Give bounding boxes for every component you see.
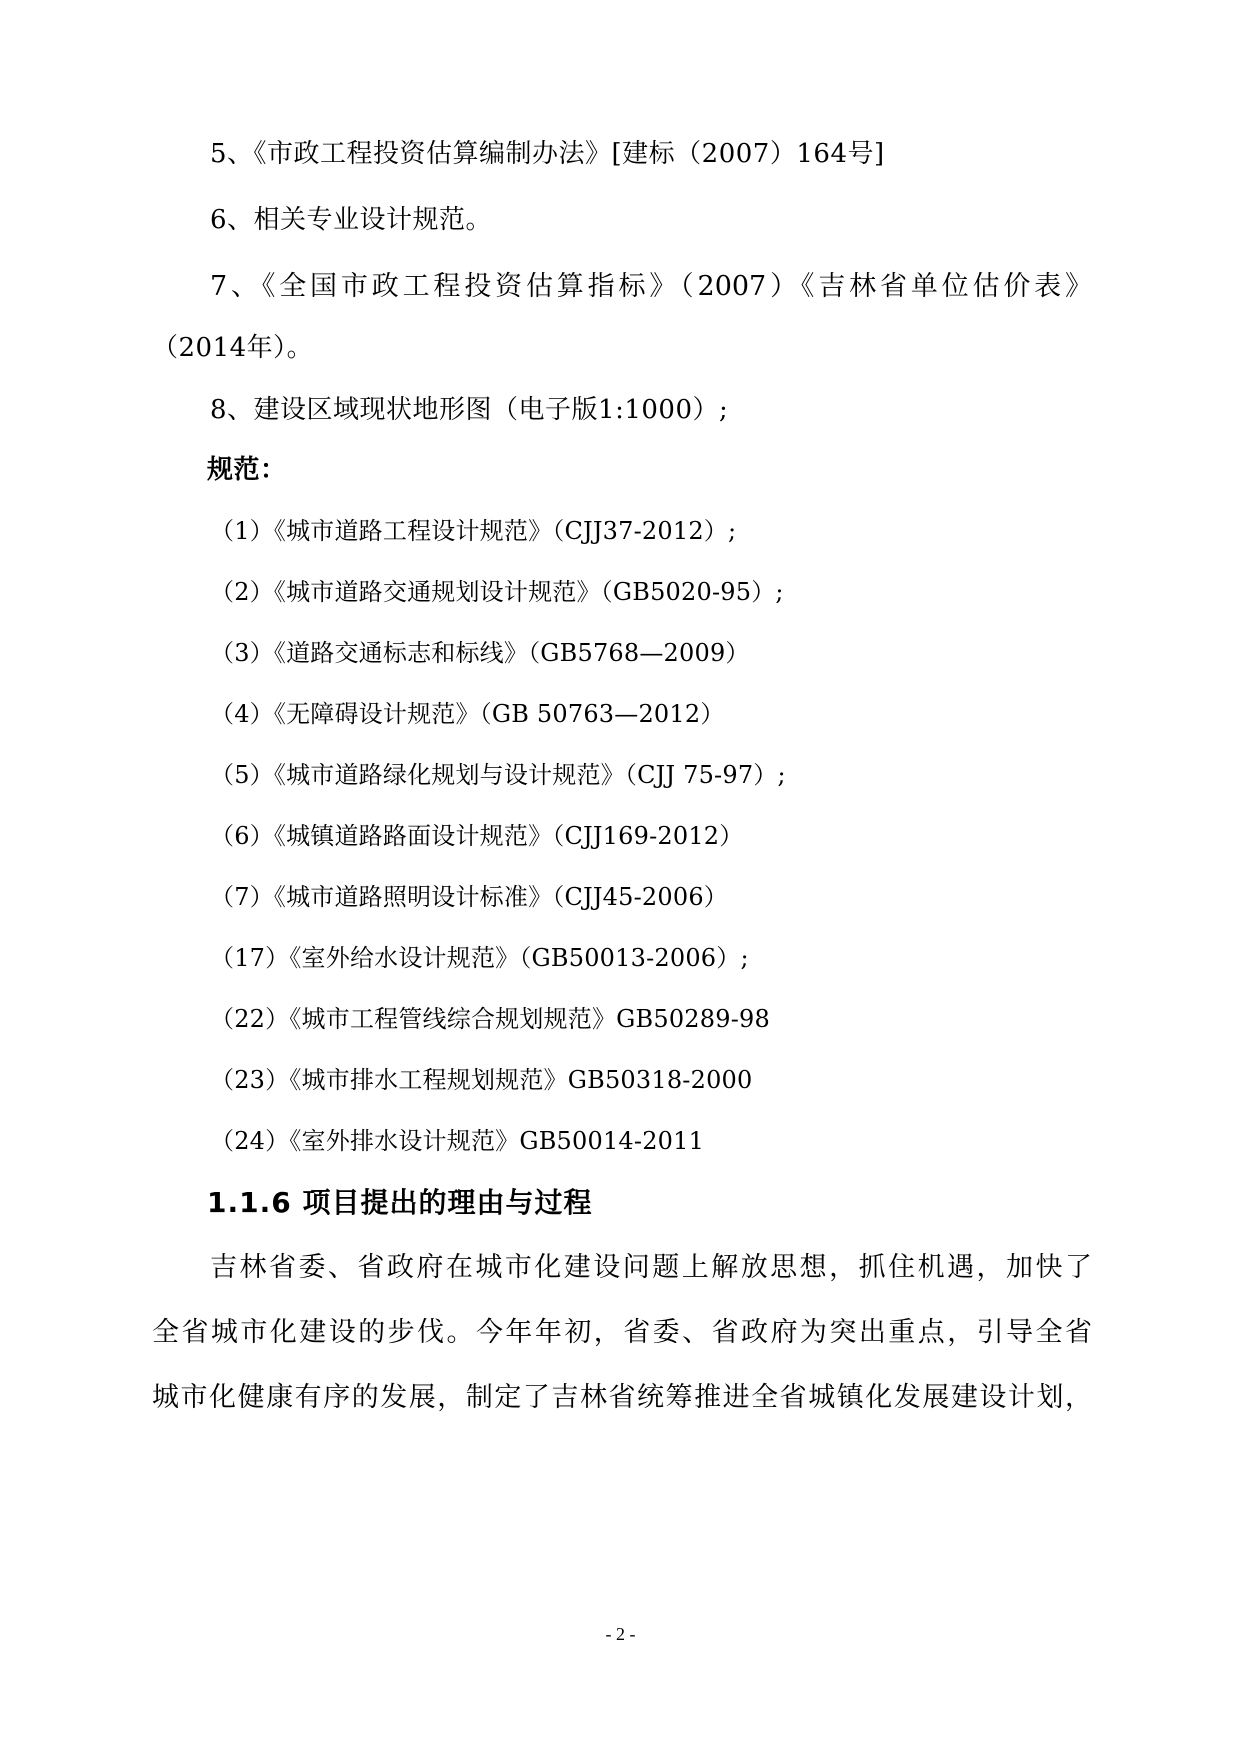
standard-item: （7）《城市道路照明设计标准》（CJJ45-2006） xyxy=(210,883,729,911)
standard-item: （23）《城市排水工程规划规范》GB50318-2000 xyxy=(210,1066,753,1094)
page-number: - 2 - xyxy=(605,1624,636,1644)
body-paragraph-line: 吉林省委、省政府在城市化建设问题上解放思想，抓住机遇，加快了 xyxy=(210,1252,1092,1283)
basis-item-8: 8、建设区域现状地形图（电子版1:1000）; xyxy=(210,395,729,425)
basis-item-7: 7、《全国市政工程投资估算指标》（2007）《吉林省单位估价表》 xyxy=(210,271,1092,302)
basis-item-6: 6、相关专业设计规范。 xyxy=(210,205,493,235)
standard-item: （1）《城市道路工程设计规范》（CJJ37-2012）; xyxy=(210,517,737,545)
body-paragraph-line: 城市化健康有序的发展，制定了吉林省统筹推进全省城镇化发展建设计划， xyxy=(152,1382,1092,1413)
basis-item-5: 5、《市政工程投资估算编制办法》[建标（2007）164号] xyxy=(210,139,885,169)
standard-item: （6）《城镇道路路面设计规范》（CJJ169-2012） xyxy=(210,822,744,850)
standard-item: （2）《城市道路交通规划设计规范》（GB5020-95）; xyxy=(210,578,784,606)
section-heading: 1.1.6 项目提出的理由与过程 xyxy=(207,1186,593,1219)
body-paragraph-line: 全省城市化建设的步伐。今年年初，省委、省政府为突出重点，引导全省 xyxy=(152,1317,1092,1348)
standards-label: 规范： xyxy=(207,455,287,485)
standard-item: （5）《城市道路绿化规划与设计规范》（CJJ 75-97）; xyxy=(210,761,786,789)
standard-item: （4）《无障碍设计规范》（GB 50763—2012） xyxy=(210,700,725,728)
standard-item: （24）《室外排水设计规范》GB50014-2011 xyxy=(210,1127,705,1155)
standard-item: （3）《道路交通标志和标线》（GB5768—2009） xyxy=(210,639,750,667)
basis-item-7-continued: （2014年）。 xyxy=(152,333,314,363)
standard-item: （22）《城市工程管线综合规划规范》GB50289-98 xyxy=(210,1005,770,1033)
standard-item: （17）《室外给水设计规范》（GB50013-2006）; xyxy=(210,944,749,972)
